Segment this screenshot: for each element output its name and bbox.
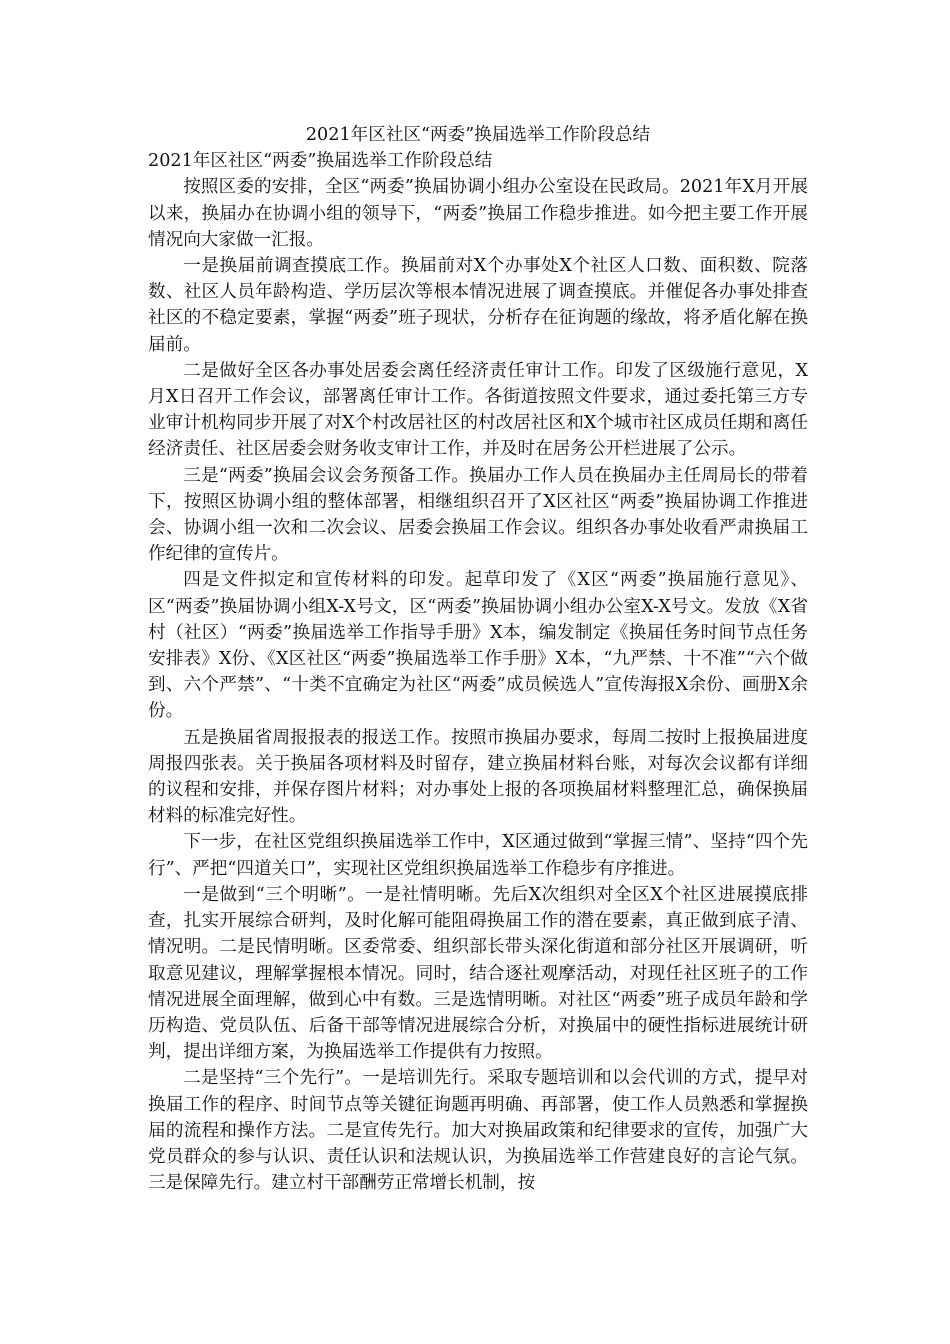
- paragraph-three-firsts: 二是坚持“三个先行”。一是培训先行。采取专题培训和以会代训的方式，提早对换届工作的程序、时间节点等关键征询题再明确、再部署，使工作人员熟悉和掌握换届的流程和操作方法。二是宣传先行。加大对换届政策和纪律要求的宣传，加强广大党员群众的参与认识、责任认识和法规认识，为换届选举工作营建良好的言论气氛。三是保障先行。建立村干部酬劳正常增长机制，按: [148, 1068, 808, 1194]
- document-subtitle: 2021年区社区“两委”换届选举工作阶段总结: [148, 151, 493, 172]
- paragraph-audit: 二是做好全区各办事处居委会离任经济责任审计工作。印发了区级施行意见，X月X日召开工作会议，部署离任审计工作。各街道按照文件要求，通过委托第三方专业审计机构同步开展了对X个村改居社区的村改居社区和X个城市社区成员任期和离任经济责任、社区居委会财务收支审计工作，并及时在居务公开栏进展了公示。: [148, 360, 808, 460]
- paragraph-intro: 按照区委的安排，全区“两委”换届协调小组办公室设在民政局。2021年X月开展以来，换届办在协调小组的领导下，“两委”换届工作稳步推进。如今把主要工作开展情况向大家做一汇报。: [148, 177, 808, 250]
- paragraph-three-clarities: 一是做到“三个明晰”。一是社情明晰。先后X次组织对全区X个社区进展摸底排查，扎实开展综合研判，及时化解可能阻碍换届工作的潜在要素，真正做到底子清、情况明。二是民情明晰。区委常委、组织部长带头深化街道和部分社区开展调研，听取意见建议，理解掌握根本情况。同时，结合逐社观摩活动，对现任社区班子的工作情况进展全面理解，做到心中有数。三是选情明晰。对社区“两委”班子成员年龄和学历构造、党员队伍、后备干部等情况进展综合分析，对换届中的硬性指标进展统计研判，提出详细方案，为换届选举工作提供有力按照。: [148, 884, 808, 1063]
- paragraph-weekly-report: 五是换届省周报报表的报送工作。按照市换届办要求，每周二按时上报换届进度周报四张表。关于换届各项材料及时留存，建立换届材料台账，对每次会议都有详细的议程和安排，并保存图片材料；对办事处上报的各项换届材料整理汇总，确保换届材料的标准完好性。: [148, 727, 808, 827]
- paragraph-meetings: 三是“两委”换届会议会务预备工作。换届办工作人员在换届办主任周局长的带着下，按照区协调小组的整体部署，相继组织召开了X区社区“两委”换届协调工作推进会、协调小组一次和二次会议、居委会换届工作会议。组织各办事处收看严肃换届工作纪律的宣传片。: [148, 465, 808, 565]
- document-title: 2021年区社区“两委”换届选举工作阶段总结: [305, 125, 651, 145]
- paragraph-next-step: 下一步，在社区党组织换届选举工作中，X区通过做到“掌握三情”、坚持“四个先行”、严把“四道关口”，实现社区党组织换届选举工作稳步有序推进。: [148, 832, 808, 879]
- paragraph-survey: 一是换届前调查摸底工作。换届前对X个办事处X个社区人口数、面积数、院落数、社区人员年龄构造、学历层次等根本情况进展了调查摸底。并催促各办事处排查社区的不稳定要素，掌握“两委”班子现状，分析存在征询题的缘故，将矛盾化解在换届前。: [148, 256, 808, 355]
- document-body: [148, 122, 808, 1196]
- paragraph-documents: 四是文件拟定和宣传材料的印发。起草印发了《X区“两委”换届施行意见》、区“两委”换届协调小组X-X号文，区“两委”换届协调小组办公室X-X号文。发放《X省村（社区）“两委”换届选举工作指导手册》X本，编发制定《换届任务时间节点任务安排表》X份、《X区社区“两委”换届选举工作手册》X本，“九严禁、十不准”“六个做到、六个严禁”、“十类不宜确定为社区“两委”成员候选人”宣传海报X余份、画册X余份。: [148, 570, 808, 722]
